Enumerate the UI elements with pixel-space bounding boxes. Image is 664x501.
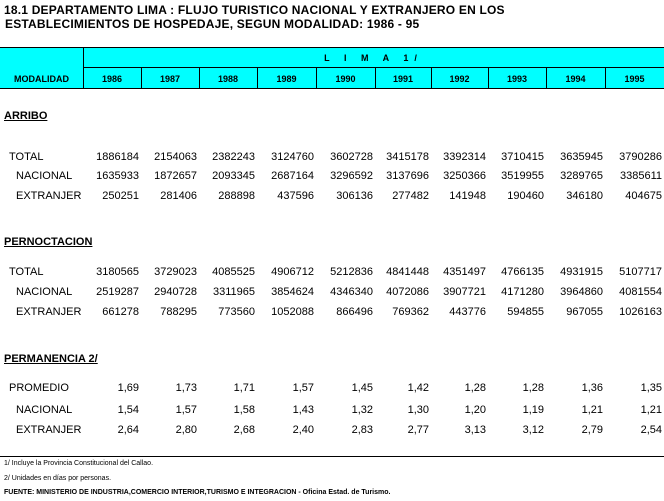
table-cell: 3790286 bbox=[619, 151, 662, 163]
header-col-divider bbox=[488, 67, 489, 88]
table-cell: 1,71 bbox=[233, 382, 255, 394]
table-cell: 661278 bbox=[102, 306, 139, 318]
table-cell: 2154063 bbox=[154, 151, 197, 163]
table-cell: 1,32 bbox=[351, 404, 373, 416]
footnote-1: 1/ Incluye la Provincia Constitucional del Callao. bbox=[4, 460, 154, 467]
table-cell: 2,80 bbox=[175, 424, 197, 436]
header-year-1988: 1988 bbox=[217, 74, 239, 84]
header-year-1994: 1994 bbox=[565, 74, 586, 84]
table-cell: 2940728 bbox=[154, 286, 197, 298]
row-label: NACIONAL bbox=[16, 286, 73, 298]
table-cell: 1,45 bbox=[351, 382, 373, 394]
table-cell: 2,64 bbox=[117, 424, 139, 436]
table-cell: 3392314 bbox=[443, 151, 486, 163]
header-col-divider bbox=[316, 67, 317, 88]
table-cell: 5107717 bbox=[619, 266, 662, 278]
table-cell: 1,43 bbox=[292, 404, 314, 416]
row-label: EXTRANJER bbox=[16, 306, 82, 318]
row-label: EXTRANJER bbox=[16, 424, 82, 436]
row-label: TOTAL bbox=[9, 266, 44, 278]
table-cell: 288898 bbox=[218, 190, 255, 202]
table-cell: 967055 bbox=[566, 306, 603, 318]
table-cell: 2,77 bbox=[407, 424, 429, 436]
footnote-2: 2/ Unidades en días por personas. bbox=[4, 475, 112, 482]
table-cell: 4085525 bbox=[212, 266, 255, 278]
table-cell: 3137696 bbox=[386, 170, 429, 182]
header-year-1989: 1989 bbox=[276, 74, 297, 84]
table-title-line2: ESTABLECIMIENTOS DE HOSPEDAJE, SEGUN MODALIDAD: 1986 - 95 bbox=[5, 17, 420, 31]
table-cell: 404675 bbox=[625, 190, 662, 202]
header-modalidad-label: MODALIDAD bbox=[14, 74, 69, 84]
table-cell: 2,79 bbox=[581, 424, 603, 436]
section-title: PERMANENCIA 2/ bbox=[4, 353, 98, 365]
table-cell: 4351497 bbox=[443, 266, 486, 278]
table-cell: 773560 bbox=[218, 306, 255, 318]
table-cell: 3385611 bbox=[619, 170, 662, 182]
header-year-1990: 1990 bbox=[335, 74, 356, 84]
table-cell: 2382243 bbox=[212, 151, 255, 163]
table-cell: 1,35 bbox=[640, 382, 662, 394]
table-cell: 4072086 bbox=[386, 286, 429, 298]
table-cell: 1,57 bbox=[175, 404, 197, 416]
table-cell: 2,68 bbox=[233, 424, 255, 436]
header-year-1995: 1995 bbox=[624, 74, 645, 84]
table-cell: 1,73 bbox=[175, 382, 197, 394]
table-cell: 281406 bbox=[160, 190, 197, 202]
table-cell: 4766135 bbox=[501, 266, 544, 278]
row-label: TOTAL bbox=[9, 151, 44, 163]
table-cell: 1635933 bbox=[96, 170, 139, 182]
table-cell: 3519955 bbox=[501, 170, 544, 182]
table-cell: 1,30 bbox=[407, 404, 429, 416]
table-cell: 346180 bbox=[566, 190, 603, 202]
table-cell: 866496 bbox=[336, 306, 373, 318]
header-bottom-border bbox=[0, 88, 664, 89]
table-cell: 3729023 bbox=[154, 266, 197, 278]
table-cell: 594855 bbox=[507, 306, 544, 318]
table-header bbox=[0, 47, 664, 89]
table-cell: 277482 bbox=[392, 190, 429, 202]
table-cell: 1,20 bbox=[464, 404, 486, 416]
table-cell: 2,54 bbox=[640, 424, 662, 436]
table-cell: 2687164 bbox=[271, 170, 314, 182]
table-cell: 3311965 bbox=[212, 286, 255, 298]
header-year-1986: 1986 bbox=[101, 74, 123, 84]
table-cell: 443776 bbox=[449, 306, 486, 318]
section-title: PERNOCTACION bbox=[4, 236, 93, 248]
header-year-1991: 1991 bbox=[392, 74, 414, 84]
header-col-divider bbox=[375, 67, 376, 88]
table-cell: 437596 bbox=[277, 190, 314, 202]
table-cell: 1,42 bbox=[407, 382, 429, 394]
table-cell: 4081554 bbox=[619, 286, 662, 298]
table-cell: 1,21 bbox=[640, 404, 662, 416]
header-year-1987: 1987 bbox=[159, 74, 181, 84]
table-cell: 3635945 bbox=[560, 151, 603, 163]
header-year-1992: 1992 bbox=[449, 74, 470, 84]
table-cell: 4841448 bbox=[386, 266, 429, 278]
table-cell: 1,21 bbox=[581, 404, 603, 416]
row-label: NACIONAL bbox=[16, 170, 73, 182]
table-cell: 1052088 bbox=[271, 306, 314, 318]
table-cell: 4931915 bbox=[560, 266, 603, 278]
table-cell: 1026163 bbox=[619, 306, 662, 318]
table-cell: 1,58 bbox=[233, 404, 255, 416]
table-cell: 3854624 bbox=[271, 286, 314, 298]
header-col-divider bbox=[546, 67, 547, 88]
section-title: ARRIBO bbox=[4, 110, 48, 122]
header-col-divider bbox=[199, 67, 200, 88]
table-title-line1: 18.1 DEPARTAMENTO LIMA : FLUJO TURISTICO NACIONAL Y EXTRANJERO EN LOS bbox=[4, 3, 505, 17]
table-cell: 306136 bbox=[336, 190, 373, 202]
table-cell: 2519287 bbox=[96, 286, 139, 298]
table-cell: 3250366 bbox=[443, 170, 486, 182]
table-cell: 1,57 bbox=[292, 382, 314, 394]
table-cell: 190460 bbox=[507, 190, 544, 202]
table-cell: 1886184 bbox=[96, 151, 139, 163]
table-cell: 1,36 bbox=[581, 382, 603, 394]
header-vline bbox=[83, 47, 84, 89]
table-cell: 1,54 bbox=[117, 404, 139, 416]
table-cell: 769362 bbox=[392, 306, 429, 318]
table-cell: 3289765 bbox=[560, 170, 603, 182]
header-year-1993: 1993 bbox=[506, 74, 528, 84]
table-cell: 1,69 bbox=[117, 382, 139, 394]
table-cell: 1,28 bbox=[522, 382, 544, 394]
header-col-divider bbox=[605, 67, 606, 88]
table-cell: 2093345 bbox=[212, 170, 255, 182]
header-col-divider bbox=[431, 67, 432, 88]
table-cell: 3907721 bbox=[443, 286, 486, 298]
table-cell: 2,40 bbox=[292, 424, 314, 436]
row-label: NACIONAL bbox=[16, 404, 73, 416]
table-cell: 3,12 bbox=[522, 424, 544, 436]
table-cell: 788295 bbox=[160, 306, 197, 318]
table-cell: 3964860 bbox=[560, 286, 603, 298]
source-note: FUENTE: MINISTERIO DE INDUSTRIA,COMERCIO INTERIOR,TURISMO E INTEGRACION - Oficina Estad. de Turismo. bbox=[4, 489, 391, 496]
table-cell: 3,13 bbox=[464, 424, 486, 436]
table-cell: 2,83 bbox=[351, 424, 373, 436]
table-cell: 4906712 bbox=[271, 266, 314, 278]
table-cell: 4171280 bbox=[501, 286, 544, 298]
header-mid-border bbox=[83, 67, 664, 68]
table-cell: 1,19 bbox=[522, 404, 544, 416]
header-col-divider bbox=[257, 67, 258, 88]
header-group-label: L I M A 1/ bbox=[324, 53, 423, 63]
table-cell: 250251 bbox=[102, 190, 139, 202]
row-label: EXTRANJER bbox=[16, 190, 82, 202]
header-top-border bbox=[0, 47, 664, 48]
table-cell: 3602728 bbox=[330, 151, 373, 163]
footer-divider bbox=[0, 456, 664, 457]
table-cell: 3124760 bbox=[271, 151, 314, 163]
table-cell: 4346340 bbox=[330, 286, 373, 298]
table-cell: 3710415 bbox=[501, 151, 544, 163]
table-cell: 3296592 bbox=[330, 170, 373, 182]
row-label: PROMEDIO bbox=[9, 382, 69, 394]
table-cell: 1,28 bbox=[464, 382, 486, 394]
table-cell: 3180565 bbox=[96, 266, 139, 278]
table-cell: 5212836 bbox=[330, 266, 373, 278]
table-cell: 1872657 bbox=[154, 170, 197, 182]
table-cell: 141948 bbox=[449, 190, 486, 202]
header-col-divider bbox=[141, 67, 142, 88]
table-cell: 3415178 bbox=[386, 151, 429, 163]
